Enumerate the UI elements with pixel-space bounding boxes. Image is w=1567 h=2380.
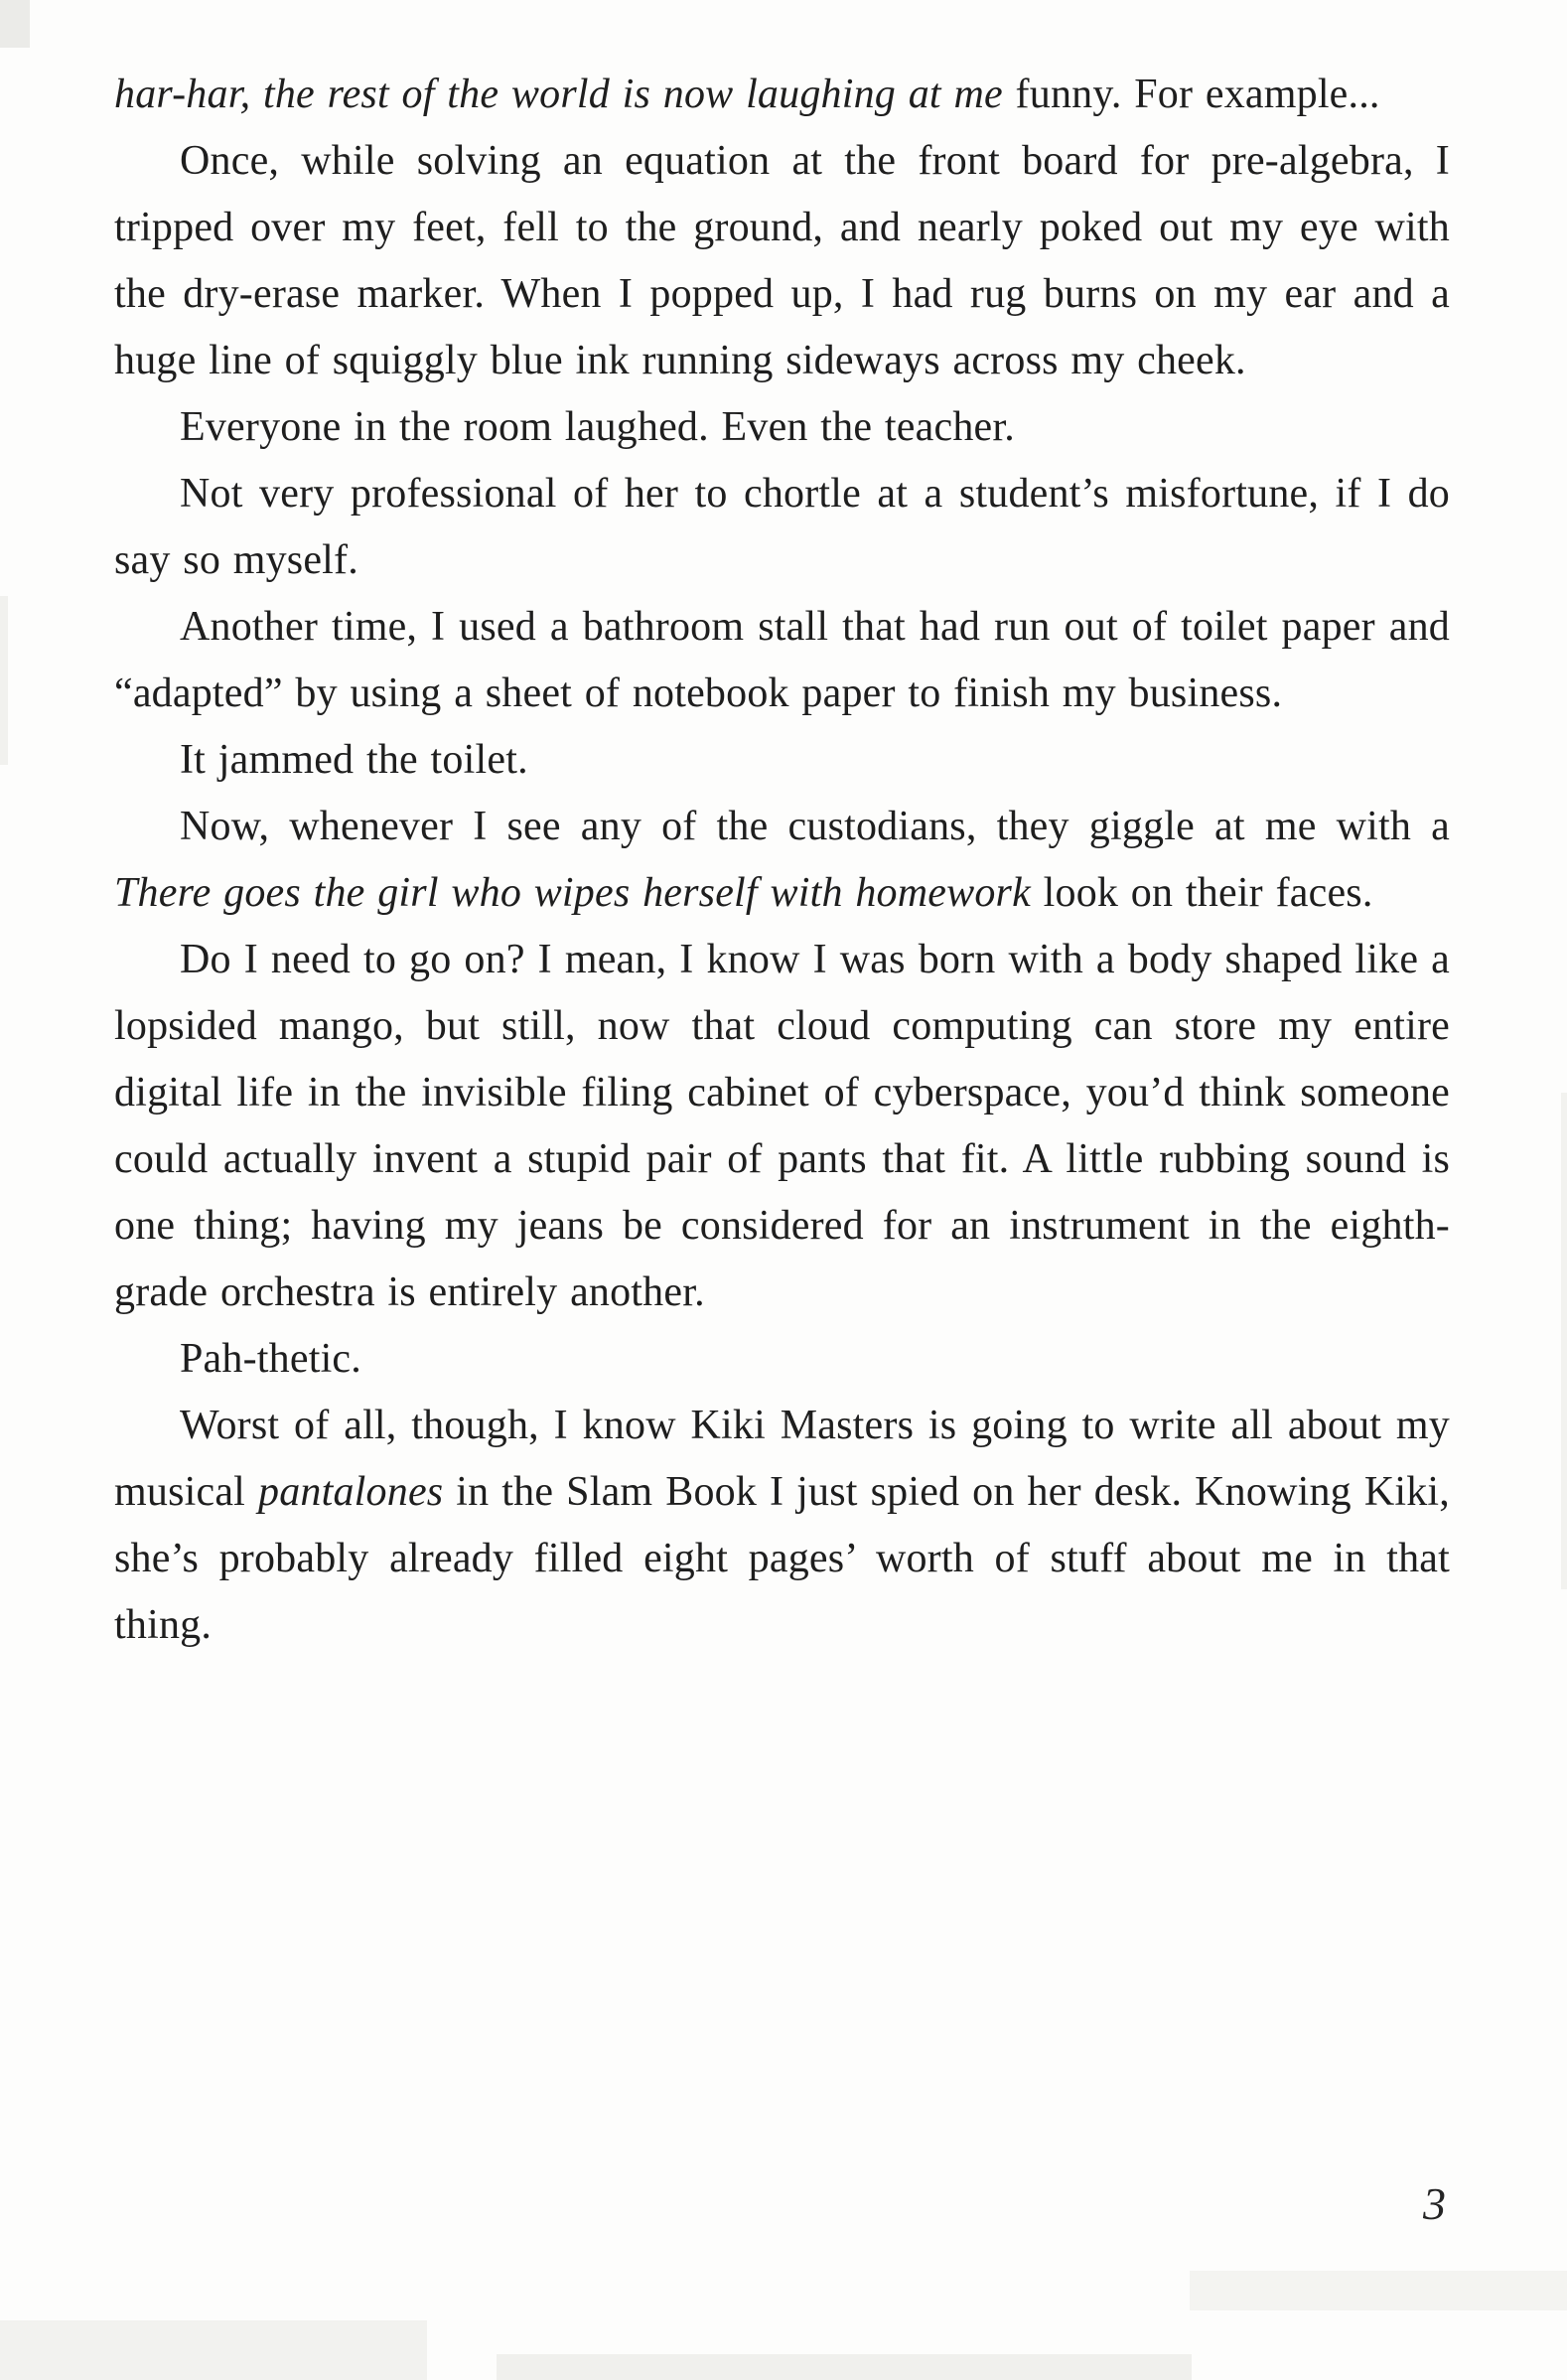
body-text: It jammed the toilet. [180,737,528,783]
paragraph [114,927,1450,1326]
paragraph [114,727,1450,794]
body-text: Another time, I used a bathroom stall that had run out of toilet paper and “adapted” by using a sheet of notebook paper to finish my business. [114,604,1450,716]
scan-artifact [0,596,8,765]
scan-artifact [1561,1093,1567,1589]
paragraph [114,62,1450,128]
body-text: Pah-thetic. [180,1336,361,1382]
body-text: look on their faces. [1030,870,1373,916]
scan-artifact [497,2354,1192,2380]
paragraph [114,1393,1450,1659]
body-text: Now, whenever I see any of the custodians, they giggle at me with a [180,804,1450,849]
scan-artifact [0,0,30,48]
italic-text: pantalones [258,1469,444,1515]
paragraph [114,128,1450,394]
paragraph [114,1326,1450,1393]
paragraph [114,594,1450,727]
body-text: Once, while solving an equation at the front board for pre-algebra, I tripped over my feet, fell to the ground, and nearly poked out my eye with the dry-erase marker. When I popped up, I had rug burns on my ear and a huge line of squiggly blue ink running sideways across my cheek. [114,138,1450,383]
paragraph [114,461,1450,594]
body-text: in the Slam Book I just spied on her desk. Knowing Kiki, she’s probably already filled eight pages’ worth of stuff about me in that thing. [114,1469,1450,1648]
body-text: Do I need to go on? I mean, I know I was born with a body shaped like a lopsided mango, but still, now that cloud computing can store my entire digital life in the invisible filing cabinet of cyberspace, you’d think someone could actually invent a stupid pair of pants that fit. A little rubbing sound is one thing; having my jeans be considered for an instrument in the eighth-grade orchestra is entirely another. [114,937,1450,1315]
body-text: Everyone in the room laughed. Even the teacher. [180,404,1015,450]
italic-text: There goes the girl who wipes herself with homework [114,870,1031,916]
body-text: Not very professional of her to chortle at a student’s misfortune, if I do say so myself. [114,471,1450,583]
scan-artifact [1190,2271,1567,2310]
italic-text: har-har, the rest of the world is now laughing at me [114,72,1003,117]
body-text: funny. For example... [1002,72,1380,117]
body-text: Worst of all, though, I know Kiki Masters is going to write all about my musical [114,1403,1450,1515]
scan-artifact [0,2320,427,2380]
page-number: 3 [1423,2178,1446,2229]
paragraph [114,394,1450,461]
paragraph [114,794,1450,927]
page-text [114,62,1450,1659]
